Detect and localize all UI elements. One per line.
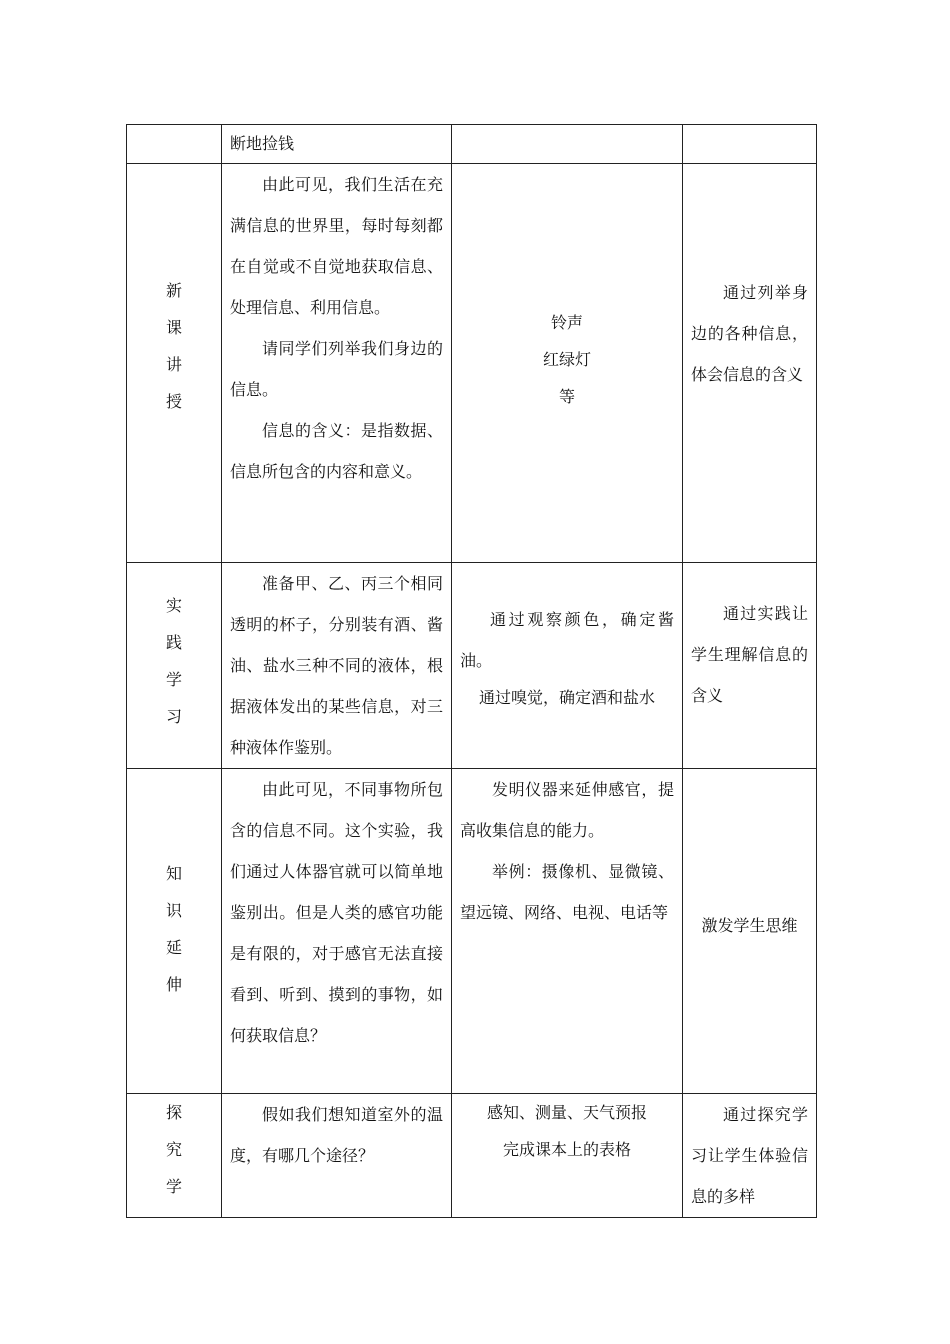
design-intent-cell (683, 563, 817, 769)
table-row (127, 1094, 817, 1218)
stage-cell (127, 125, 222, 164)
stage-label: 实 践 学 习 (165, 596, 182, 726)
stage-label: 探 究 学 (165, 1103, 182, 1196)
teacher-paragraph: 信息的含义：是指数据、信息所包含的内容和意义。 (230, 421, 443, 481)
stage-cell (127, 563, 222, 769)
design-intent-cell (683, 769, 817, 1094)
student-line: 通过嗅觉，确定酒和盐水 (478, 688, 655, 707)
design-intent-cell (683, 164, 817, 563)
intent-text: 通过列举身边的各种信息，体会信息的含义 (691, 283, 808, 384)
teacher-paragraph: 准备甲、乙、丙三个相同透明的杯子，分别装有酒、酱油、盐水三种不同的液体，根据液体发出的某些信息，对三种液体作鉴别。 (230, 574, 443, 757)
student-line: 红绿灯 (542, 350, 591, 369)
student-activity-cell (452, 1094, 683, 1218)
student-line: 等 (558, 387, 575, 406)
stage-label: 知 识 延 伸 (165, 864, 182, 994)
stage-cell (127, 769, 222, 1094)
student-activity-cell (452, 164, 683, 563)
teacher-activity-cell (222, 769, 452, 1094)
student-activity-cell (452, 769, 683, 1094)
stage-label: 新 课 讲 授 (165, 281, 182, 411)
student-line: 通过观察颜色，确定酱油。 (460, 610, 674, 670)
stage-cell (127, 1094, 222, 1218)
teacher-activity-cell (222, 125, 452, 164)
table-row (127, 125, 817, 164)
intent-text: 通过探究学习让学生体验信息的多样 (691, 1105, 808, 1206)
teacher-activity-cell (222, 563, 452, 769)
intent-text: 通过实践让学生理解信息的含义 (691, 604, 808, 705)
stage-cell (127, 164, 222, 563)
student-line: 完成课本上的表格 (502, 1140, 631, 1159)
teacher-paragraph: 假如我们想知道室外的温度，有哪几个途径？ (230, 1105, 443, 1165)
teacher-activity-cell (222, 1094, 452, 1218)
student-activity-cell (452, 563, 683, 769)
student-paragraph: 举例：摄像机、显微镜、望远镜、网络、电视、电话等 (460, 862, 674, 922)
table-row (127, 563, 817, 769)
student-activity-cell (452, 125, 683, 164)
student-line: 感知、测量、天气预报 (486, 1103, 647, 1122)
teacher-paragraph: 由此可见，不同事物所包含的信息不同。这个实验，我们通过人体器官就可以简单地鉴别出。但是人类的感官功能是有限的，对于感官无法直接看到、听到、摸到的事物，如何获取信息？ (230, 780, 443, 1045)
design-intent-cell (683, 125, 817, 164)
student-line: 铃声 (550, 313, 583, 332)
student-paragraph: 发明仪器来延伸感官，提高收集信息的能力。 (460, 780, 674, 840)
lesson-plan-table (126, 124, 817, 1218)
teacher-paragraph: 请同学们列举我们身边的信息。 (230, 339, 443, 399)
table-row (127, 164, 817, 563)
table-row (127, 769, 817, 1094)
teacher-text: 断地捡钱 (230, 134, 295, 153)
teacher-activity-cell (222, 164, 452, 563)
design-intent-cell (683, 1094, 817, 1218)
intent-text: 激发学生思维 (701, 916, 798, 935)
teacher-paragraph: 由此可见，我们生活在充满信息的世界里，每时每刻都在自觉或不自觉地获取信息、处理信息、利用信息。 (230, 175, 443, 317)
